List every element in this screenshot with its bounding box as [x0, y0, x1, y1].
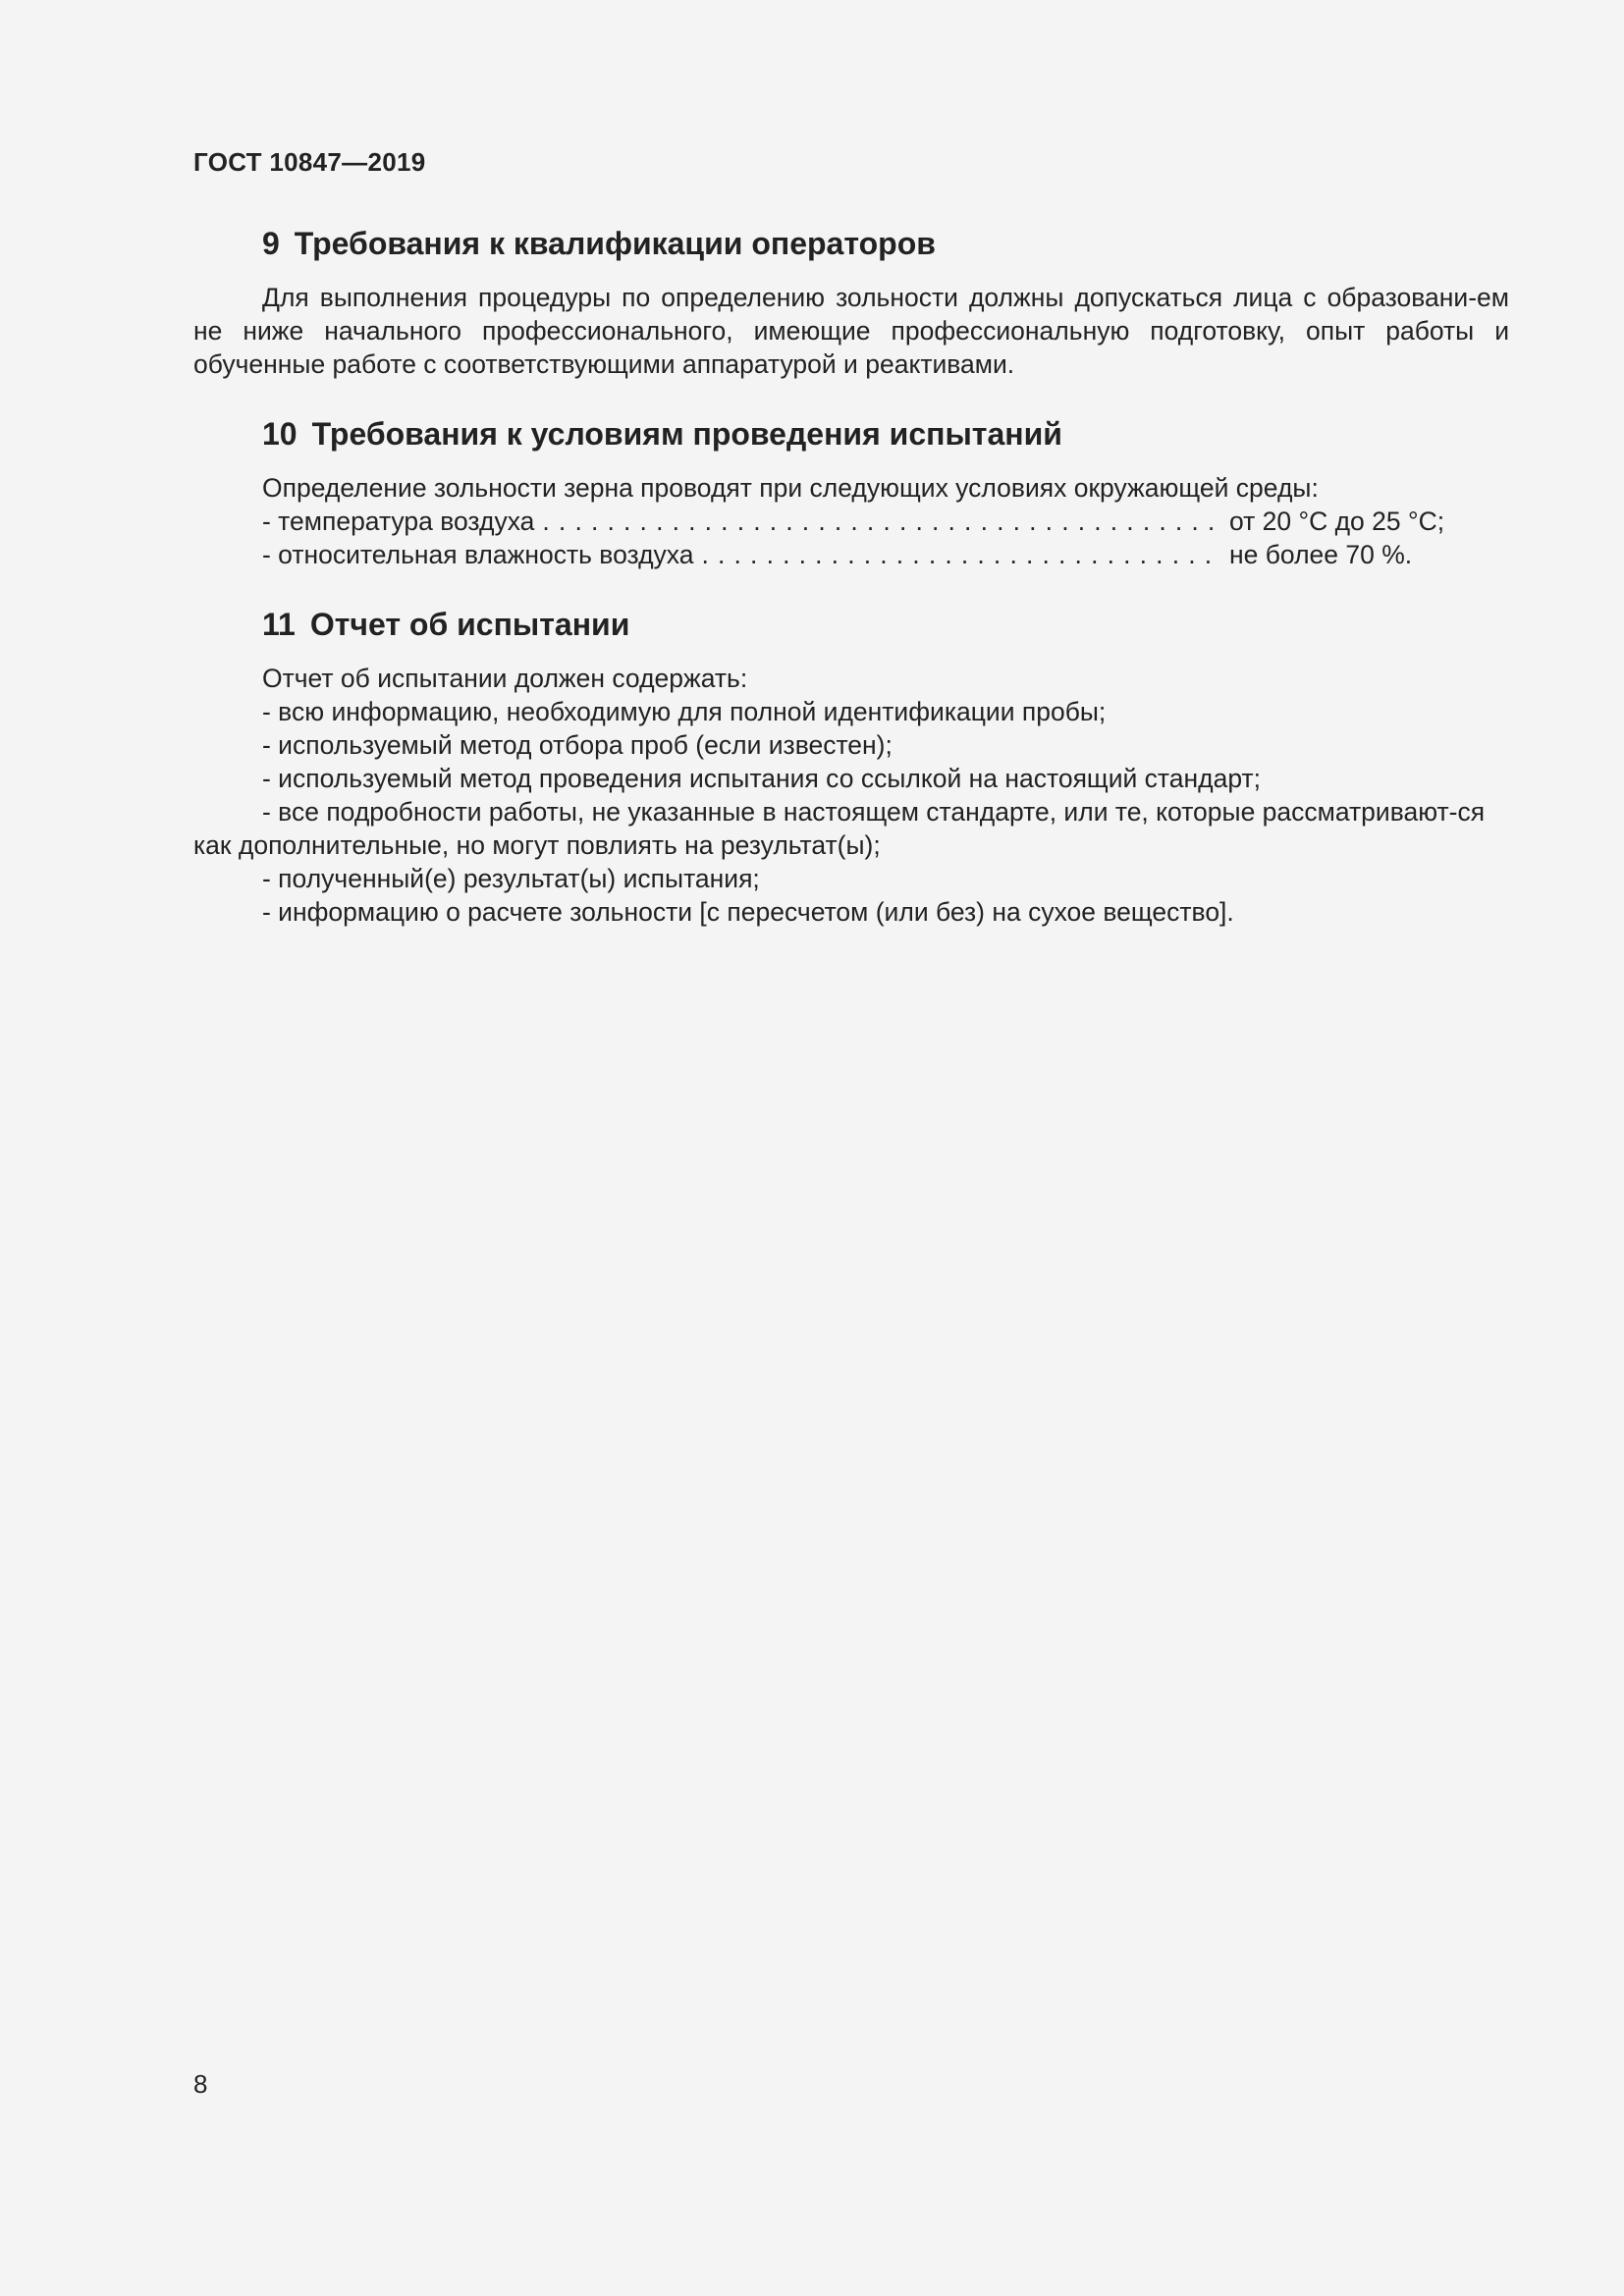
dot-leader: [693, 538, 1219, 571]
document-body: [193, 218, 1509, 956]
condition-row-temperature: [193, 505, 1450, 538]
document-code-header: ГОСТ 10847—2019: [193, 147, 426, 177]
list-item: - всю информацию, необходимую для полной идентификации пробы;: [262, 697, 1107, 726]
conditions-intro: Определение зольности зерна проводят при следующих условиях окружающей среды:: [262, 473, 1319, 503]
section-heading: [193, 408, 1509, 459]
report-intro: Отчет об испытании должен содержать:: [262, 664, 748, 693]
dot-leader: [534, 505, 1219, 538]
list-item: - используемый метод проведения испытания со ссылкой на настоящий стандарт;: [262, 764, 1262, 793]
section-number: 9: [262, 226, 280, 261]
condition-value: не более 70 %.: [1229, 540, 1413, 569]
section-9: [193, 218, 1509, 381]
condition-value: от 20 °С до 25 °С;: [1229, 507, 1445, 536]
section-title: Отчет об испытании: [309, 607, 630, 642]
condition-label: - относительная влажность воздуха: [262, 540, 694, 569]
section-number: 11: [262, 607, 296, 642]
condition-label: - температура воздуха: [262, 507, 535, 536]
list-item: - полученный(е) результат(ы) испытания;: [262, 864, 760, 893]
list-item: - все подробности работы, не указанные в настоящем стандарте, или те, которые рассматривают-ся как дополнительные, но могут повлиять на результат(ы);: [193, 797, 1486, 860]
page-number: 8: [193, 2069, 208, 2099]
list-item: - информацию о расчете зольности [с пересчетом (или без) на сухое вещество].: [262, 897, 1234, 927]
section-10: [193, 408, 1509, 571]
section-heading: [193, 599, 1509, 650]
section-number: 10: [262, 416, 298, 452]
section-paragraph: Для выполнения процедуры по определению зольности должны допускаться лица с образовани-ем не ниже начального профессионального, имеющие профессиональную подготовку, опыт работы и обученные работе с соответствующими аппаратурой и реактивами.: [193, 283, 1509, 379]
section-title: Требования к условиям проведения испытаний: [311, 416, 1062, 452]
condition-row-humidity: [193, 538, 1450, 571]
list-item: - используемый метод отбора проб (если известен);: [262, 730, 893, 760]
section-heading: [193, 218, 1509, 269]
section-11: [193, 599, 1509, 929]
section-title: Требования к квалификации операторов: [294, 226, 936, 261]
